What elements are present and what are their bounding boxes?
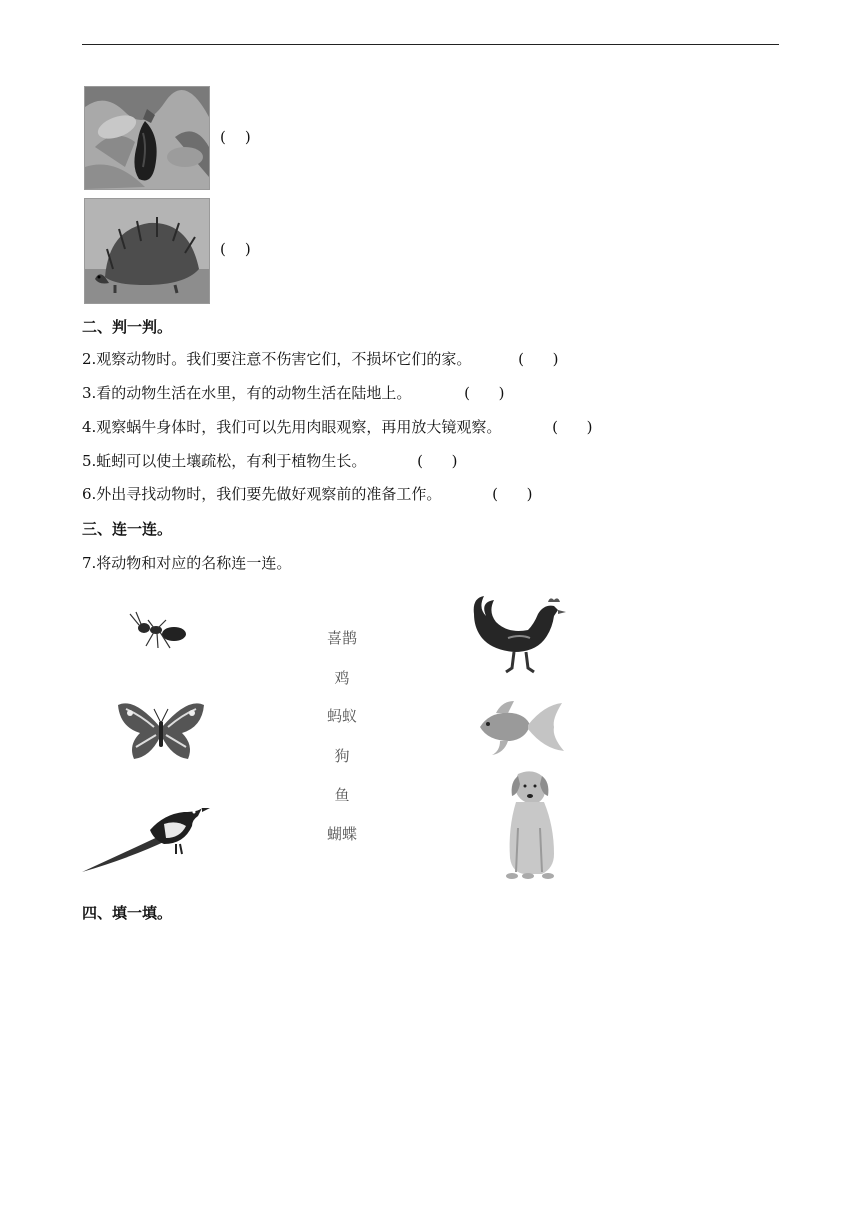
judge-item-4 xyxy=(82,416,592,437)
ant-image[interactable] xyxy=(124,608,194,652)
section2-heading: 二、判一判。 xyxy=(82,318,173,336)
name-fish[interactable]: 鱼 xyxy=(334,786,350,804)
magpie-image[interactable] xyxy=(80,800,210,876)
judge-item-6-text: 6.外出寻找动物时，我们要先做好观察前的准备工作。 xyxy=(82,485,442,503)
judge-item-3 xyxy=(82,382,504,403)
judge-item-5 xyxy=(82,450,457,471)
judge-item-6 xyxy=(82,483,532,504)
rooster-image[interactable] xyxy=(468,594,568,674)
judge-item-3-text: 3.看的动物生活在水里，有的动物生活在陆地上。 xyxy=(82,384,412,402)
dog-image[interactable] xyxy=(498,768,564,882)
hedgehog-photo xyxy=(84,198,210,304)
section4-heading: 四、填一填。 xyxy=(82,904,173,922)
goldfish-image[interactable] xyxy=(474,697,566,757)
butterfly-image[interactable] xyxy=(114,697,208,765)
judge-item-4-text: 4.观察蜗牛身体时，我们可以先用肉眼观察，再用放大镜观察。 xyxy=(82,418,502,436)
judge-item-5-blank[interactable]: ( ) xyxy=(417,452,458,470)
name-butterfly[interactable]: 蝴蝶 xyxy=(326,825,357,843)
name-ant[interactable]: 蚂蚁 xyxy=(326,707,357,725)
name-chicken[interactable]: 鸡 xyxy=(334,669,350,687)
name-magpie[interactable]: 喜鹊 xyxy=(326,629,357,647)
judge-item-6-blank[interactable]: ( ) xyxy=(492,485,533,503)
judge-item-2-text: 2.观察动物时。我们要注意不伤害它们，不损坏它们的家。 xyxy=(82,350,472,368)
name-dog[interactable]: 狗 xyxy=(334,747,350,765)
matching-instruction: 7.将动物和对应的名称连一连。 xyxy=(82,554,292,572)
judge-item-3-blank[interactable]: ( ) xyxy=(464,384,505,402)
judge-item-2 xyxy=(82,348,558,369)
judge-item-4-blank[interactable]: ( ) xyxy=(552,418,593,436)
eggplant-photo xyxy=(84,86,210,190)
judge-item-5-text: 5.蚯蚓可以使土壤疏松，有利于植物生长。 xyxy=(82,452,367,470)
judge-item-2-blank[interactable]: ( ) xyxy=(518,350,559,368)
section3-heading: 三、连一连。 xyxy=(82,520,173,538)
photo2-answer-blank[interactable]: ( ) xyxy=(220,240,251,258)
photo1-answer-blank[interactable]: ( ) xyxy=(220,128,251,146)
header-rule xyxy=(82,44,779,45)
